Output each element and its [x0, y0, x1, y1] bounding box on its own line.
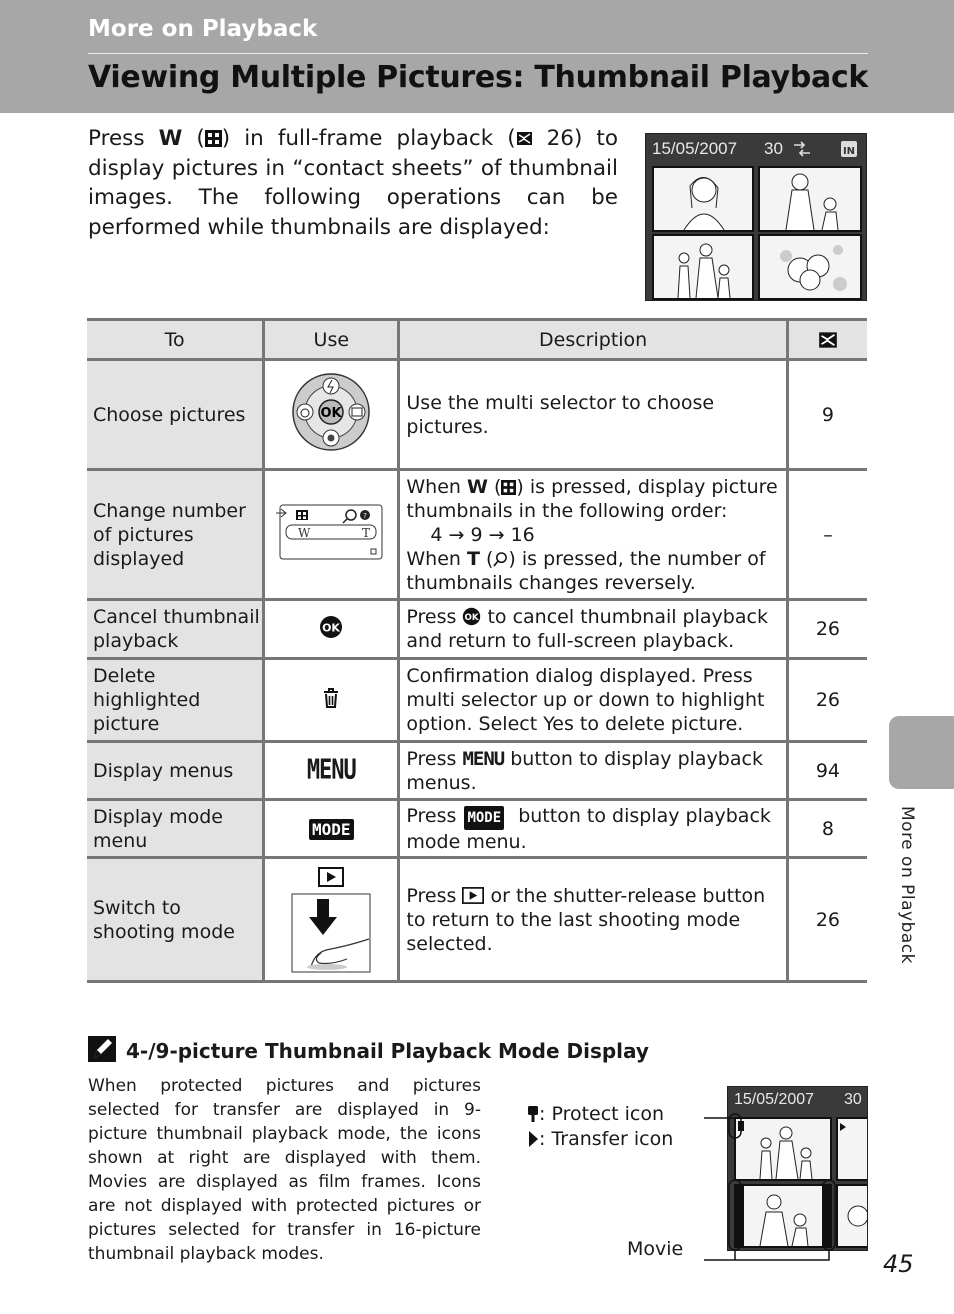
pencil-note-icon: [88, 1036, 116, 1062]
header-description: Description: [399, 320, 787, 360]
thumbnail-2: [758, 166, 862, 232]
lcd-date: 15/05/2007: [652, 139, 738, 158]
ok-button-icon: [319, 615, 343, 639]
svg-text:OK: OK: [320, 406, 342, 421]
lcd-thumbnail-preview: [645, 133, 867, 301]
desc-text: button to display playback mode menu.: [406, 804, 771, 853]
thumbnail-partial: [836, 1117, 868, 1181]
movie-label: Movie: [627, 1238, 684, 1260]
intro-text: (: [182, 126, 205, 151]
intro-text: Press: [88, 126, 159, 151]
page-number: 45: [883, 1250, 914, 1278]
svg-text:W: W: [298, 526, 311, 540]
table-row: [87, 800, 867, 858]
desc-text: When: [406, 547, 467, 570]
section-title: More on Playback: [88, 16, 318, 42]
row-page-ref: 94: [787, 742, 867, 800]
table-row: [87, 360, 867, 470]
svg-text:?: ?: [363, 512, 368, 520]
table-row: [87, 470, 867, 600]
svg-text:T: T: [362, 526, 371, 540]
desc-text: (: [487, 475, 502, 498]
desc-text: Press: [406, 804, 463, 827]
row-use: [264, 742, 399, 800]
table-row: [87, 742, 867, 800]
intro-text: 26) to display pictures in “contact sheets” of thumbnail images. The following operations can be performed while thumbnails are displayed:: [88, 126, 619, 240]
thumbnail-3: [652, 234, 754, 300]
desc-text: Press: [406, 606, 463, 628]
row-use: [264, 360, 399, 470]
legend-protect-text: : Protect icon: [539, 1103, 665, 1125]
header-use: Use: [264, 320, 399, 360]
ok-button-icon: [462, 607, 481, 626]
legend-transfer: [527, 1127, 673, 1152]
header-divider: [88, 53, 868, 54]
playback-button-icon: [318, 867, 344, 887]
menu-button-glyph: MENU: [462, 747, 505, 770]
row-to: Switch to shooting mode: [87, 858, 264, 982]
lcd-frame-count: 30: [844, 1091, 862, 1108]
desc-text: button to display playback menus.: [406, 747, 763, 794]
operations-table: [87, 318, 867, 983]
note-heading: [88, 1036, 649, 1063]
desc-text: Press: [406, 884, 463, 907]
trash-icon: [321, 687, 341, 709]
table-row: [87, 858, 867, 982]
intro-text: ) in full-frame playback (: [221, 126, 516, 151]
row-to: Cancel thumbnail playback: [87, 600, 264, 659]
row-description: [399, 858, 787, 982]
row-use: [264, 470, 399, 600]
table-row: [87, 600, 867, 659]
desc-text: or the shutter-release button to return to the last shooting mode selected.: [406, 884, 766, 955]
row-to: Delete highlighted picture: [87, 659, 264, 742]
thumbnail-4: [758, 234, 862, 300]
row-description: [399, 470, 787, 600]
header-page-reference: [787, 320, 867, 360]
legend-transfer-text: : Transfer icon: [539, 1128, 674, 1150]
desc-text: Press: [406, 747, 463, 770]
page-header: [0, 0, 954, 113]
playback-button-icon: [462, 887, 484, 904]
transfer-icon: [792, 141, 812, 157]
svg-text:OK: OK: [464, 613, 479, 624]
chapter-tab: [889, 716, 954, 789]
row-to: Choose pictures: [87, 360, 264, 470]
row-to: Display menus: [87, 742, 264, 800]
lcd-date: 15/05/2007: [734, 1091, 815, 1108]
row-use: [264, 800, 399, 858]
row-description: Confirmation dialog displayed. Press multi selector up or down to highlight option. Select Yes to delete picture.: [399, 659, 787, 742]
protect-icon: [527, 1105, 539, 1123]
page-title: Viewing Multiple Pictures: Thumbnail Playback: [88, 60, 869, 95]
thumbnail-partial: [836, 1184, 868, 1248]
row-page-ref: –: [787, 470, 867, 600]
icon-legend: [527, 1102, 673, 1152]
note-body: When protected pictures and pictures selected for transfer are displayed in 9-picture thumbnail playback mode, the icons shown at right are displayed with them. Movies are displayed as film frames. Icons are not displayed with protected pictures or pictures selected for transfer in 16-picture thumbnail playback modes.: [88, 1076, 481, 1264]
note-title: 4-/9-picture Thumbnail Playback Mode Display: [126, 1039, 649, 1063]
thumbnail-grid-icon: [205, 130, 222, 147]
svg-text:OK: OK: [322, 621, 341, 634]
row-description: [399, 600, 787, 659]
header-to: To: [87, 320, 264, 360]
thumbnail-grid-icon: [501, 480, 516, 495]
zoom-lever-icon: [276, 501, 386, 563]
legend-protect: [527, 1102, 673, 1127]
row-page-ref: 26: [787, 659, 867, 742]
desc-text: (: [479, 547, 494, 570]
magnifier-icon: [493, 552, 508, 567]
desc-text: ) is pressed, the number of thumbnails changes reversely.: [406, 547, 766, 594]
desc-text: to cancel thumbnail playback and return to full-screen playback.: [406, 606, 768, 652]
chapter-tab-label: More on Playback: [897, 806, 917, 964]
row-use: [264, 600, 399, 659]
table-header-row: [87, 320, 867, 360]
shutter-release-icon: [291, 893, 371, 973]
lcd-frame-count: 30: [764, 139, 783, 158]
zoom-out-button-glyph: W: [467, 475, 488, 498]
table-row: [87, 659, 867, 742]
row-to: Change number of pictures displayed: [87, 470, 264, 600]
page-reference-icon: [516, 130, 533, 147]
multi-selector-icon: [291, 372, 371, 452]
desc-text: When: [406, 475, 467, 498]
zoom-out-button-glyph: W: [158, 126, 183, 151]
row-use: [264, 858, 399, 982]
mode-button-icon: MODE: [309, 819, 354, 840]
page-reference-icon: [818, 330, 838, 350]
desc-text: ) is pressed, display picture thumbnails in the following order:: [406, 475, 778, 522]
internal-memory-icon: [840, 140, 858, 158]
row-page-ref: 26: [787, 600, 867, 659]
row-description: [399, 742, 787, 800]
row-page-ref: 9: [787, 360, 867, 470]
thumbnail-order: 4 → 9 → 16: [430, 523, 535, 546]
row-page-ref: 26: [787, 858, 867, 982]
row-use: [264, 659, 399, 742]
row-to: Display mode menu: [87, 800, 264, 858]
menu-button-icon: MENU: [306, 754, 356, 787]
intro-paragraph: [88, 124, 618, 242]
thumbnail-1: [652, 166, 754, 232]
mode-button-glyph: MODE: [464, 806, 504, 830]
svg-text:IN: IN: [842, 146, 856, 157]
row-description: Use the multi selector to choose pictures.: [399, 360, 787, 470]
zoom-in-button-glyph: T: [467, 547, 480, 570]
row-page-ref: 8: [787, 800, 867, 858]
transfer-icon: [527, 1130, 539, 1148]
callout-lines: [700, 1110, 840, 1270]
row-description: [399, 800, 787, 858]
